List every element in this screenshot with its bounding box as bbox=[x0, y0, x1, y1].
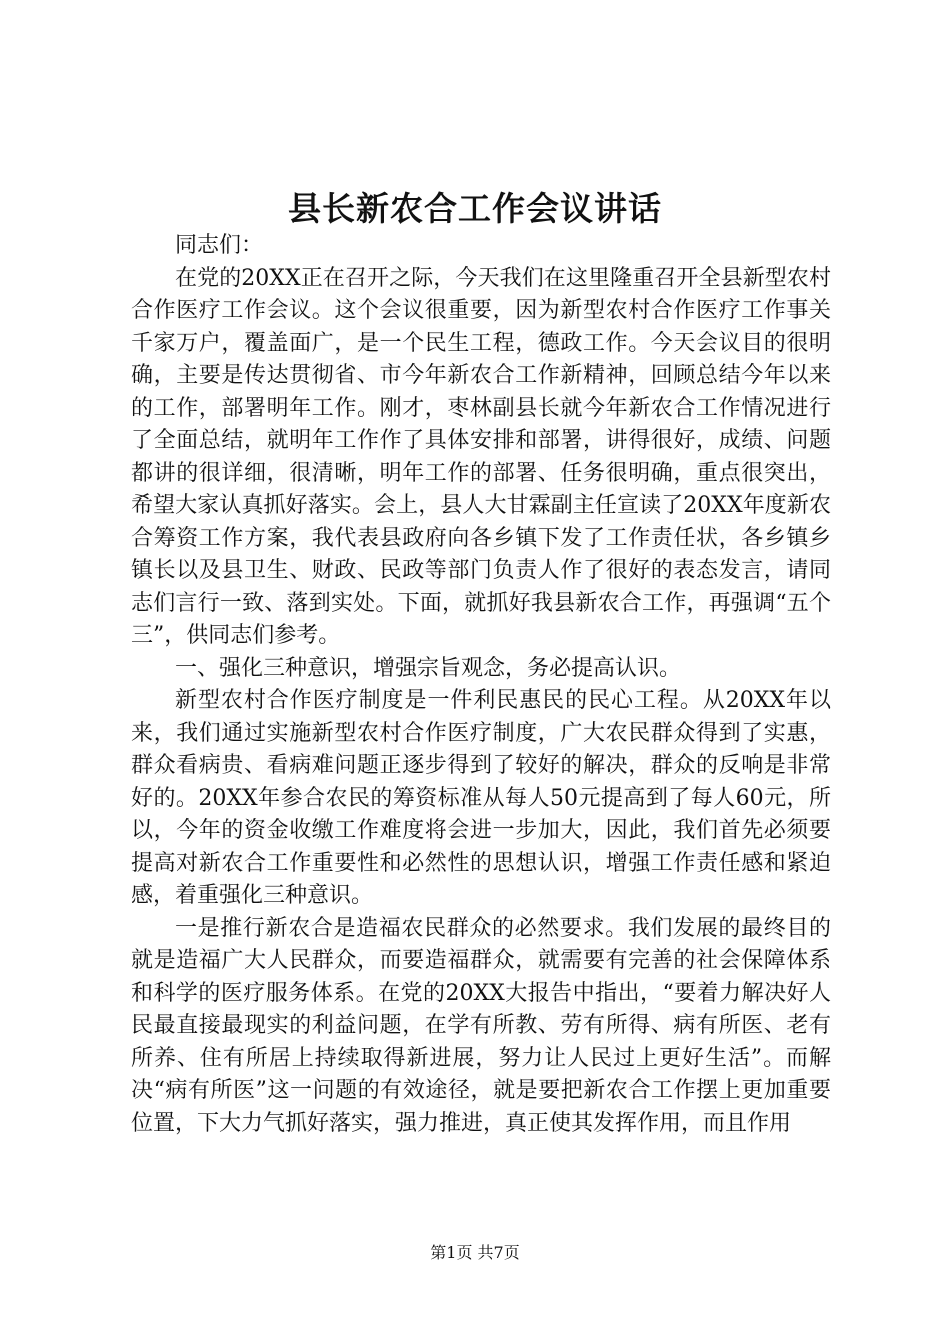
body-paragraph: 新型农村合作医疗制度是一件利民惠民的民心工程。从20XX年以来，我们通过实施新型农村合作医疗制度，广大农民群众得到了实惠，群众看病贵、看病难问题正逐步得到了较好的解决，群众的反响是非常好的。20XX年参合农民的筹资标准从每人50元提高到了每人60元，所以，今年的资金收缴工作难度将会进一步加大，因此，我们首先必须要提高对新农合工作重要性和必然性的思想认识，增强工作责任感和紧迫感，着重强化三种意识。 bbox=[131, 688, 831, 908]
body-paragraph: 一是推行新农合是造福农民群众的必然要求。我们发展的最终目的就是造福广大人民群众，而要造福群众，就需要有完善的社会保障体系和科学的医疗服务体系。在党的20XX大报告中指出，“要着力解决好人民最直接最现实的利益问题，在学有所教、劳有所得、病有所医、老有所养、住有所居上持续取得新进展，努力让人民过上更好生活”。而解决“病有所医”这一问题的有效途径，就是要把新农合工作摆上更加重要位置，下大力气抓好落实，强力推进，真正使其发挥作用，而且作用 bbox=[131, 915, 831, 1136]
section-heading: 一、强化三种意识，增强宗旨观念，务必提高认识。 bbox=[175, 655, 682, 681]
page-number-footer: 第1页 共7页 bbox=[430, 1243, 520, 1262]
document-title: 县长新农合工作会议讲话 bbox=[288, 189, 662, 228]
document-body bbox=[131, 230, 831, 1140]
salutation-paragraph: 同志们： bbox=[175, 233, 264, 258]
body-paragraph: 在党的20XX正在召开之际，今天我们在这里隆重召开全县新型农村合作医疗工作会议。这个会议很重要，因为新型农村合作医疗工作事关千家万户，覆盖面广，是一个民生工程，德政工作。今天会议目的很明确，主要是传达贯彻省、市今年新农合工作新精神，回顾总结今年以来的工作，部署明年工作。刚才，枣林副县长就今年新农合工作情况进行了全面总结，就明年工作作了具体安排和部署，讲得很好，成绩、问题都讲的很详细，很清晰，明年工作的部署、任务很明确，重点很突出，希望大家认真抓好落实。会上，县人大甘霖副主任宣读了20XX年度新农合筹资工作方案，我代表县政府向各乡镇下发了工作责任状，各乡镇乡镇长以及县卫生、财政、民政等部门负责人作了很好的表态发言，请同志们言行一致、落到实处。下面，就抓好我县新农合工作，再强调“五个三”，供同志们参考。 bbox=[131, 265, 831, 648]
